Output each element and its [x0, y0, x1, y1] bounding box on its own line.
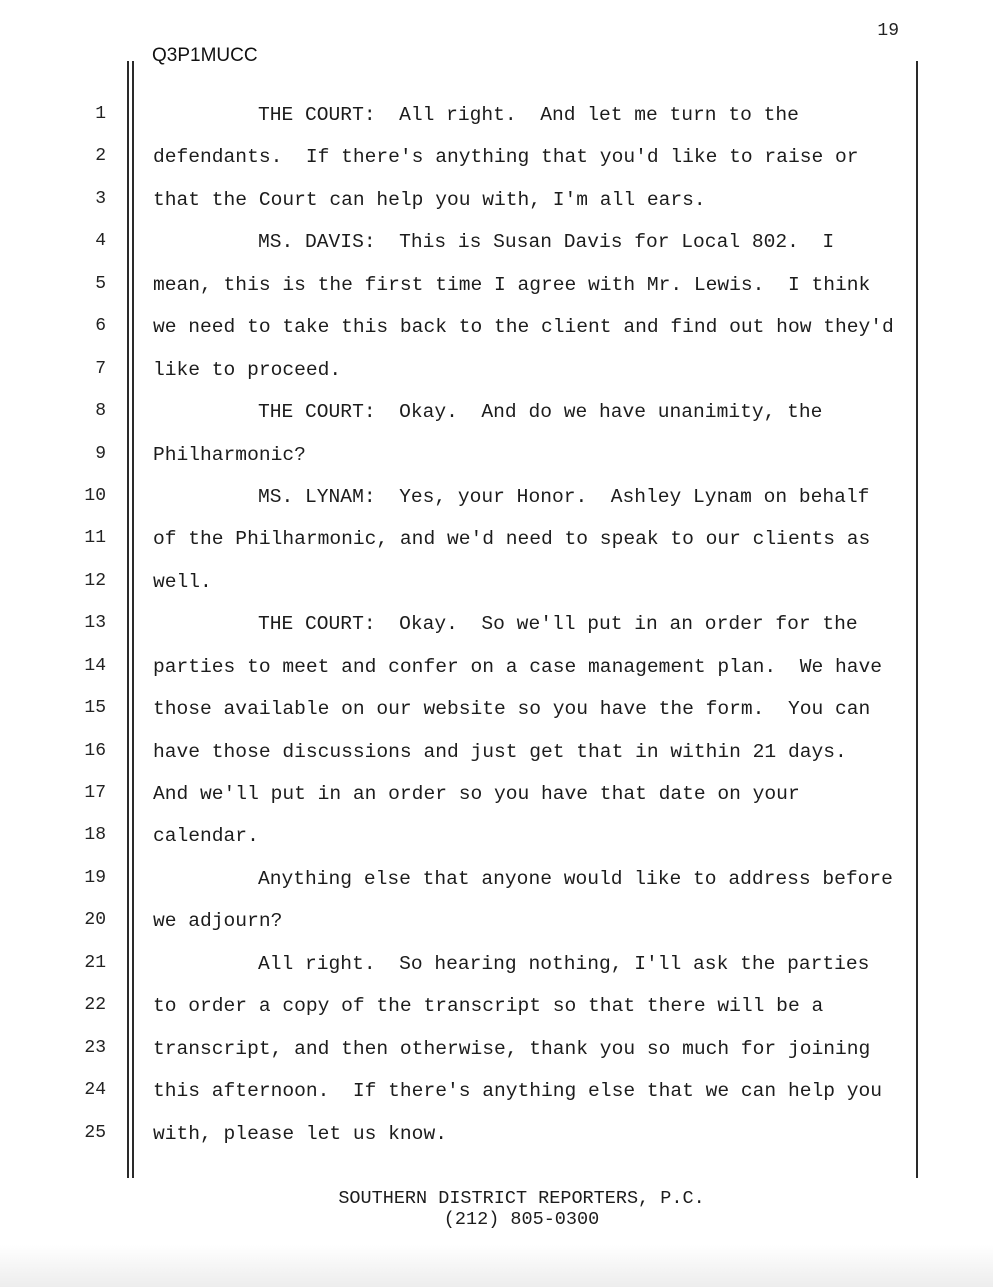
transcript-line — [0, 985, 993, 1027]
line-number: 8 — [95, 401, 106, 422]
line-text: those available on our website so you have the form. You can — [153, 698, 871, 721]
scan-edge-shadow — [0, 1245, 993, 1287]
line-number: 18 — [84, 825, 106, 846]
line-number: 6 — [95, 316, 106, 337]
reporter-footer — [0, 1188, 993, 1230]
transcript-line — [0, 179, 993, 221]
line-number: 10 — [84, 485, 106, 506]
line-number: 20 — [84, 910, 106, 931]
line-number: 14 — [84, 655, 106, 676]
line-text: have those discussions and just get that in within 21 days. — [153, 740, 847, 763]
transcript-line — [0, 1028, 993, 1070]
line-text: THE COURT: Okay. And do we have unanimity, the — [258, 401, 823, 424]
line-number: 2 — [95, 146, 106, 167]
line-number: 24 — [84, 1080, 106, 1101]
line-text: like to proceed. — [153, 358, 342, 381]
reporter-company: SOUTHERN DISTRICT REPORTERS, P.C. — [338, 1188, 705, 1209]
line-text: parties to meet and confer on a case management plan. We have — [153, 655, 883, 678]
line-number: 3 — [95, 188, 106, 209]
line-text: THE COURT: Okay. So we'll put in an order for the — [258, 613, 858, 636]
line-text: All right. So hearing nothing, I'll ask the parties — [258, 952, 870, 975]
line-number: 17 — [84, 783, 106, 803]
transcript-line — [0, 94, 993, 136]
line-text: MS. LYNAM: Yes, your Honor. Ashley Lynam on behalf — [258, 485, 870, 508]
transcript-line — [0, 773, 993, 815]
transcript-line — [0, 434, 993, 476]
line-text: we adjourn? — [153, 910, 283, 933]
transcript-lines — [0, 94, 993, 1155]
line-text: we need to take this back to the client and find out how they'd — [153, 316, 894, 339]
transcript-line — [0, 603, 993, 645]
transcript-line — [0, 815, 993, 857]
line-text: to order a copy of the transcript so that there will be a — [153, 995, 824, 1018]
line-text: this afternoon. If there's anything else that we can help you — [153, 1080, 883, 1103]
line-text: MS. DAVIS: This is Susan Davis for Local 802. I — [258, 231, 835, 254]
line-number: 22 — [84, 995, 106, 1016]
line-number: 7 — [95, 358, 106, 379]
transcript-line — [0, 264, 993, 306]
transcript-line — [0, 1070, 993, 1112]
line-number: 1 — [95, 104, 106, 124]
line-number: 25 — [84, 1122, 106, 1143]
line-number: 9 — [95, 443, 106, 464]
line-number: 12 — [84, 570, 106, 591]
line-number: 16 — [84, 740, 106, 761]
transcript-line — [0, 518, 993, 560]
transcript-line — [0, 221, 993, 263]
line-text: calendar. — [153, 825, 259, 848]
line-text: of the Philharmonic, and we'd need to speak to our clients as — [153, 528, 871, 551]
page-number: 19 — [877, 21, 899, 41]
line-text: THE COURT: All right. And let me turn to the — [258, 104, 799, 126]
reporter-phone: (212) 805-0300 — [443, 1209, 600, 1230]
transcript-line — [0, 646, 993, 688]
line-text: transcript, and then otherwise, thank you so much for joining — [153, 1037, 871, 1060]
transcript-line — [0, 306, 993, 348]
line-text: that the Court can help you with, I'm all ears. — [153, 188, 706, 211]
line-text: well. — [153, 570, 212, 593]
line-number: 13 — [84, 613, 106, 634]
case-id: Q3P1MUCC — [152, 45, 258, 66]
transcript-line — [0, 561, 993, 603]
transcript-line — [0, 136, 993, 178]
transcript-line — [0, 1113, 993, 1155]
line-text: And we'll put in an order so you have that date on your — [153, 783, 800, 805]
line-number: 19 — [84, 867, 106, 888]
transcript-line — [0, 476, 993, 518]
line-text: with, please let us know. — [153, 1122, 447, 1145]
transcript-line — [0, 731, 993, 773]
line-text: defendants. If there's anything that you'd like to raise or — [153, 146, 859, 169]
line-number: 4 — [95, 231, 106, 252]
transcript-line — [0, 858, 993, 900]
transcript-line — [0, 688, 993, 730]
transcript-line — [0, 900, 993, 942]
line-number: 15 — [84, 698, 106, 719]
line-number: 11 — [84, 528, 106, 549]
line-number: 23 — [84, 1037, 106, 1058]
line-number: 21 — [84, 952, 106, 973]
line-text: mean, this is the first time I agree with Mr. Lewis. I think — [153, 273, 871, 296]
line-text: Anything else that anyone would like to address before — [258, 867, 893, 890]
line-number: 5 — [95, 273, 106, 294]
transcript-line — [0, 349, 993, 391]
line-text: Philharmonic? — [153, 443, 306, 466]
transcript-line — [0, 943, 993, 985]
transcript-line — [0, 391, 993, 433]
